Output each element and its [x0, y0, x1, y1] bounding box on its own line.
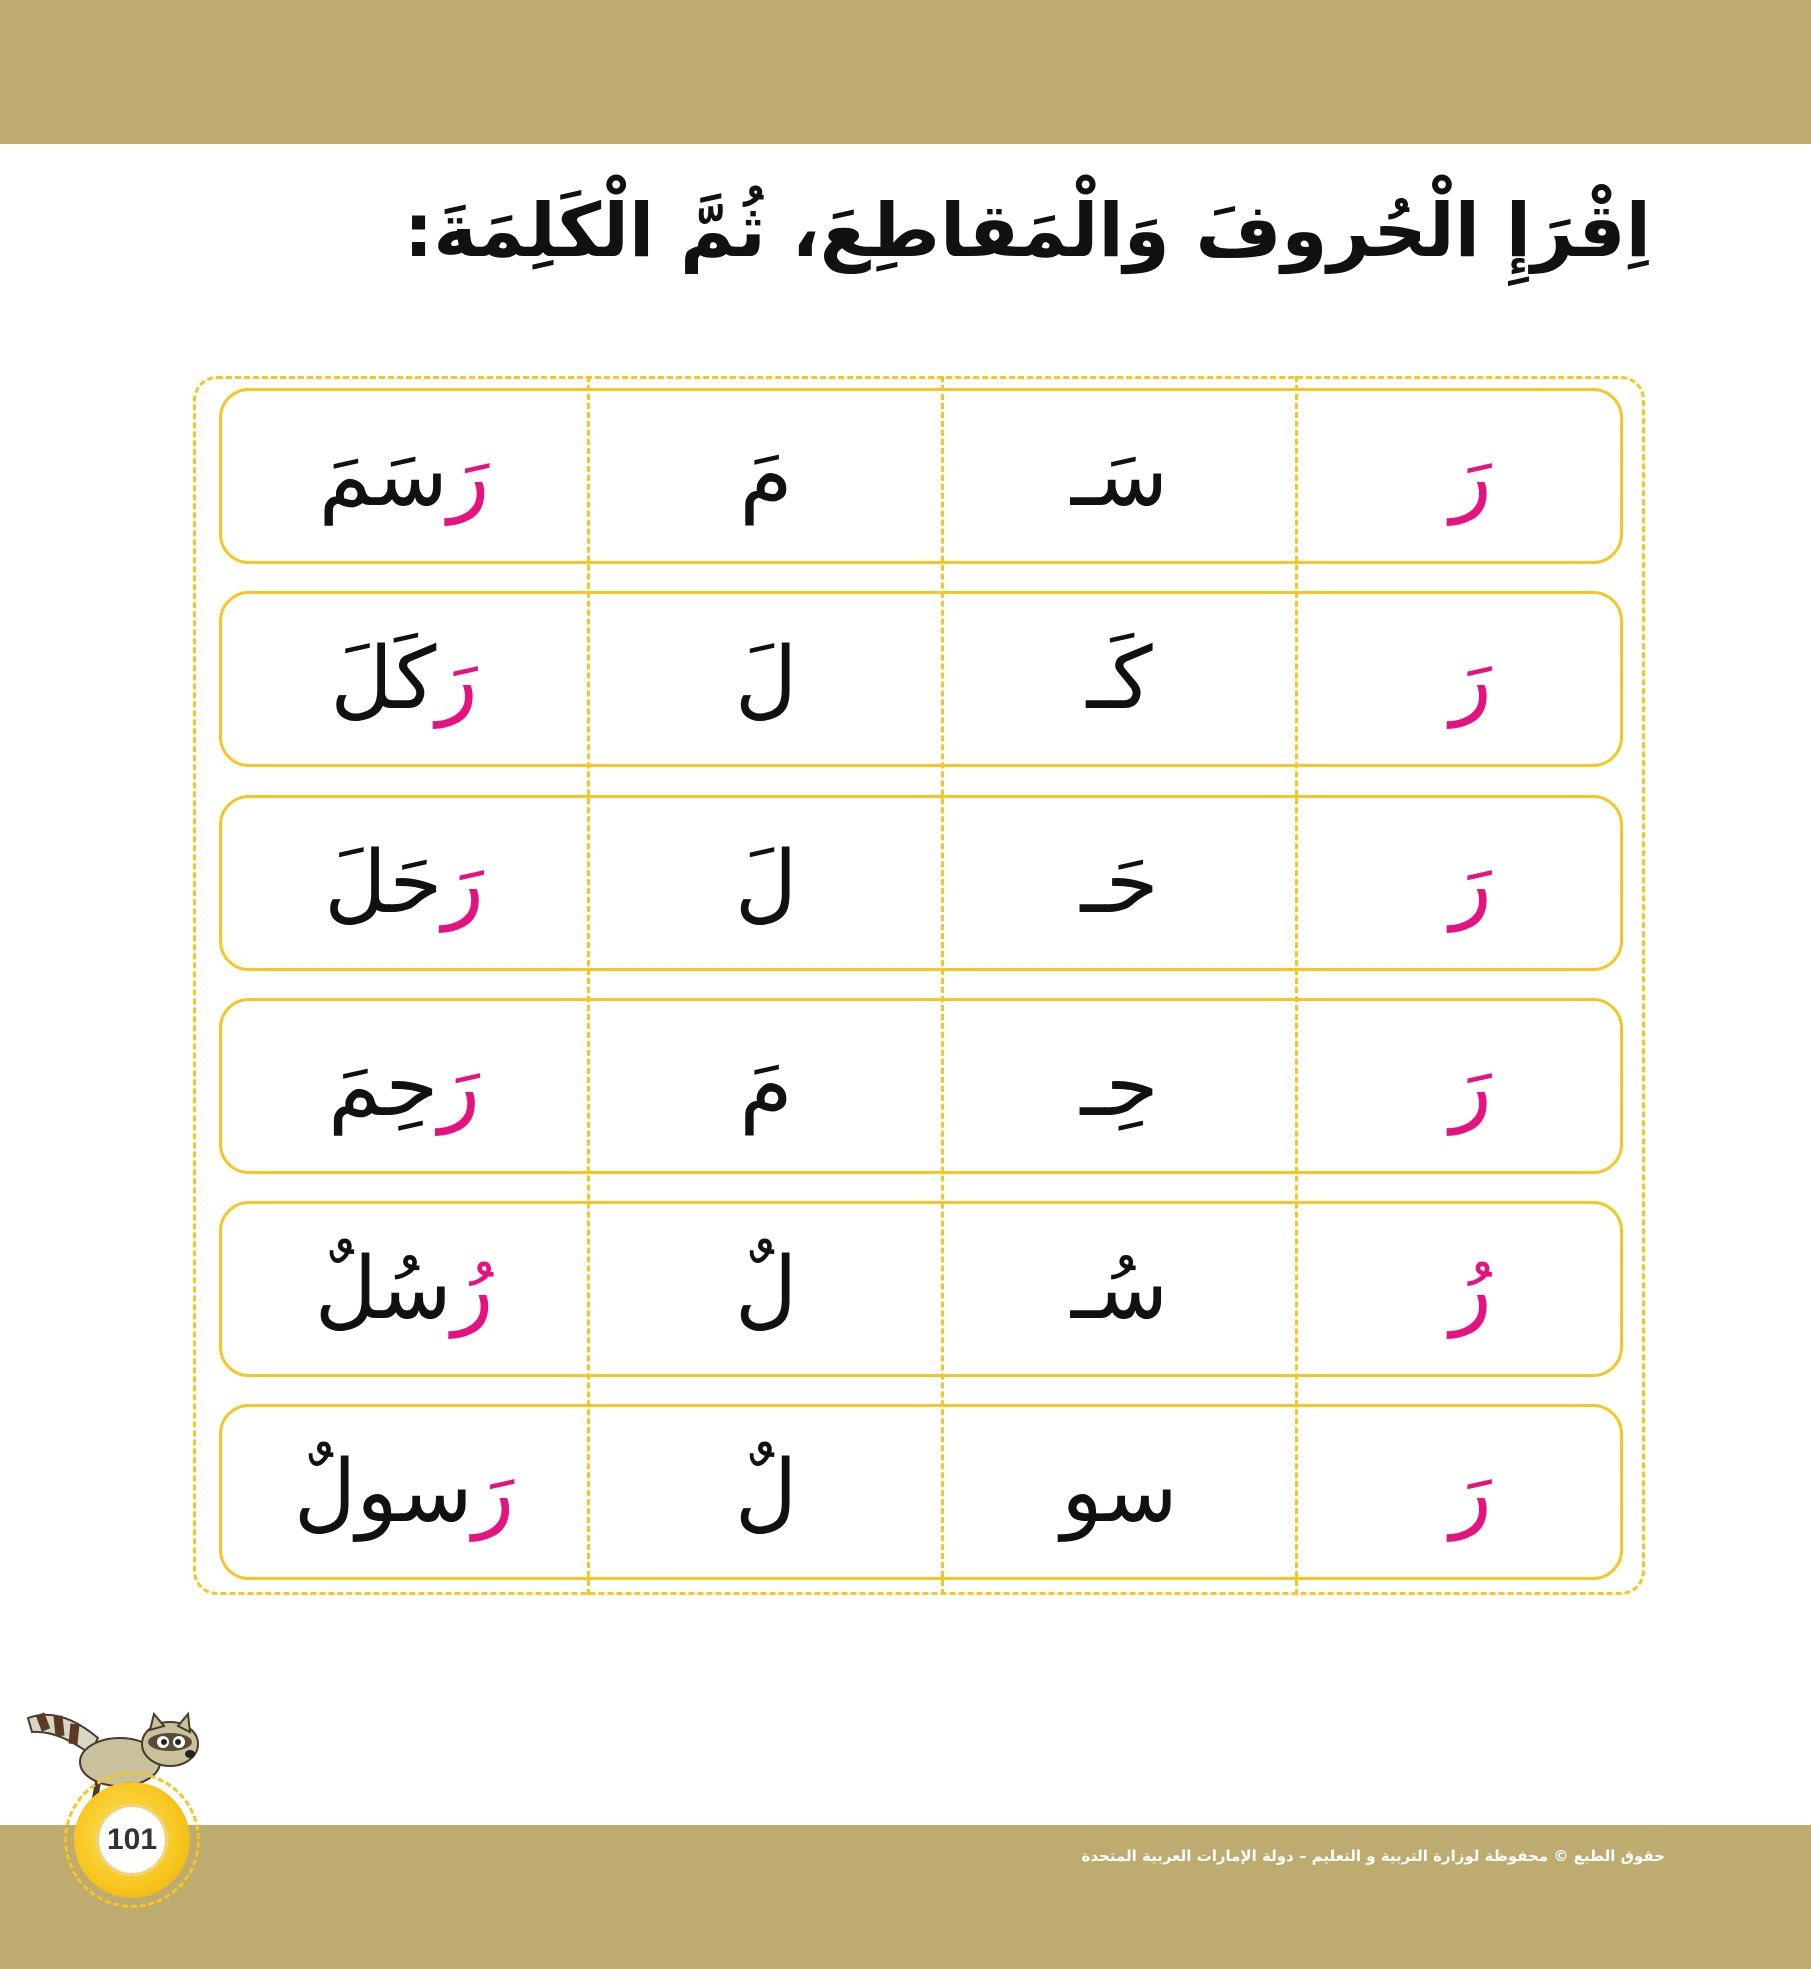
word-rest: كَلَ [330, 629, 437, 729]
syllable-cell: سُـ [1070, 1239, 1169, 1339]
word-cell [219, 795, 589, 971]
word-cell [219, 1201, 589, 1377]
syllable-cell: حِـ [1080, 1036, 1159, 1136]
syllable-cell: لٌ [734, 1239, 798, 1339]
letter-cell: رُ [1450, 1239, 1492, 1339]
letter-cell: رَ [1450, 833, 1492, 933]
word-rest: سُلٌ [314, 1239, 452, 1339]
syllable-cell: سو [1061, 1442, 1178, 1542]
syllable-cell: كَـ [1086, 629, 1153, 729]
word-rest: حَلَ [324, 833, 443, 933]
word-rest: سَمَ [318, 426, 448, 526]
word-rest: حِمَ [328, 1036, 439, 1136]
word-cell [219, 591, 589, 767]
syllable-cell: مَ [739, 1036, 793, 1136]
word-first-letter: رَ [438, 1036, 480, 1136]
word-first-letter: رَ [436, 629, 478, 729]
syllable-cell: لَ [734, 629, 798, 729]
copyright-notice: حقوق الطبع © محفوظة لوزارة التربية و التعليم – دولة الإمارات العربية المتحدة [1081, 1847, 1665, 1865]
header-band [0, 0, 1811, 144]
word-cell [219, 998, 589, 1174]
syllable-cell: سَـ [1070, 426, 1169, 526]
word-rest: سولٌ [293, 1442, 473, 1542]
word-first-letter: رُ [451, 1239, 494, 1339]
word-cell [219, 1404, 589, 1580]
syllable-cell: لَ [734, 833, 798, 933]
exercise-instruction: اِقْرَإِ الْحُروفَ وَالْمَقاطِعَ، ثُمَّ الْكَلِمَةَ: [403, 188, 1651, 274]
word-first-letter: رَ [447, 426, 490, 526]
word-first-letter: رَ [442, 833, 484, 933]
syllable-cell: حَـ [1080, 833, 1159, 933]
letter-cell: رَ [1450, 629, 1492, 729]
letter-cell: رَ [1450, 1036, 1492, 1136]
syllable-cell: مَ [739, 426, 793, 526]
letter-cell: رَ [1450, 426, 1492, 526]
page-number: 101 [96, 1804, 168, 1876]
syllable-cell: لٌ [734, 1442, 798, 1542]
word-first-letter: رَ [472, 1442, 515, 1542]
letter-cell: رَ [1450, 1442, 1492, 1542]
word-cell [219, 388, 589, 564]
